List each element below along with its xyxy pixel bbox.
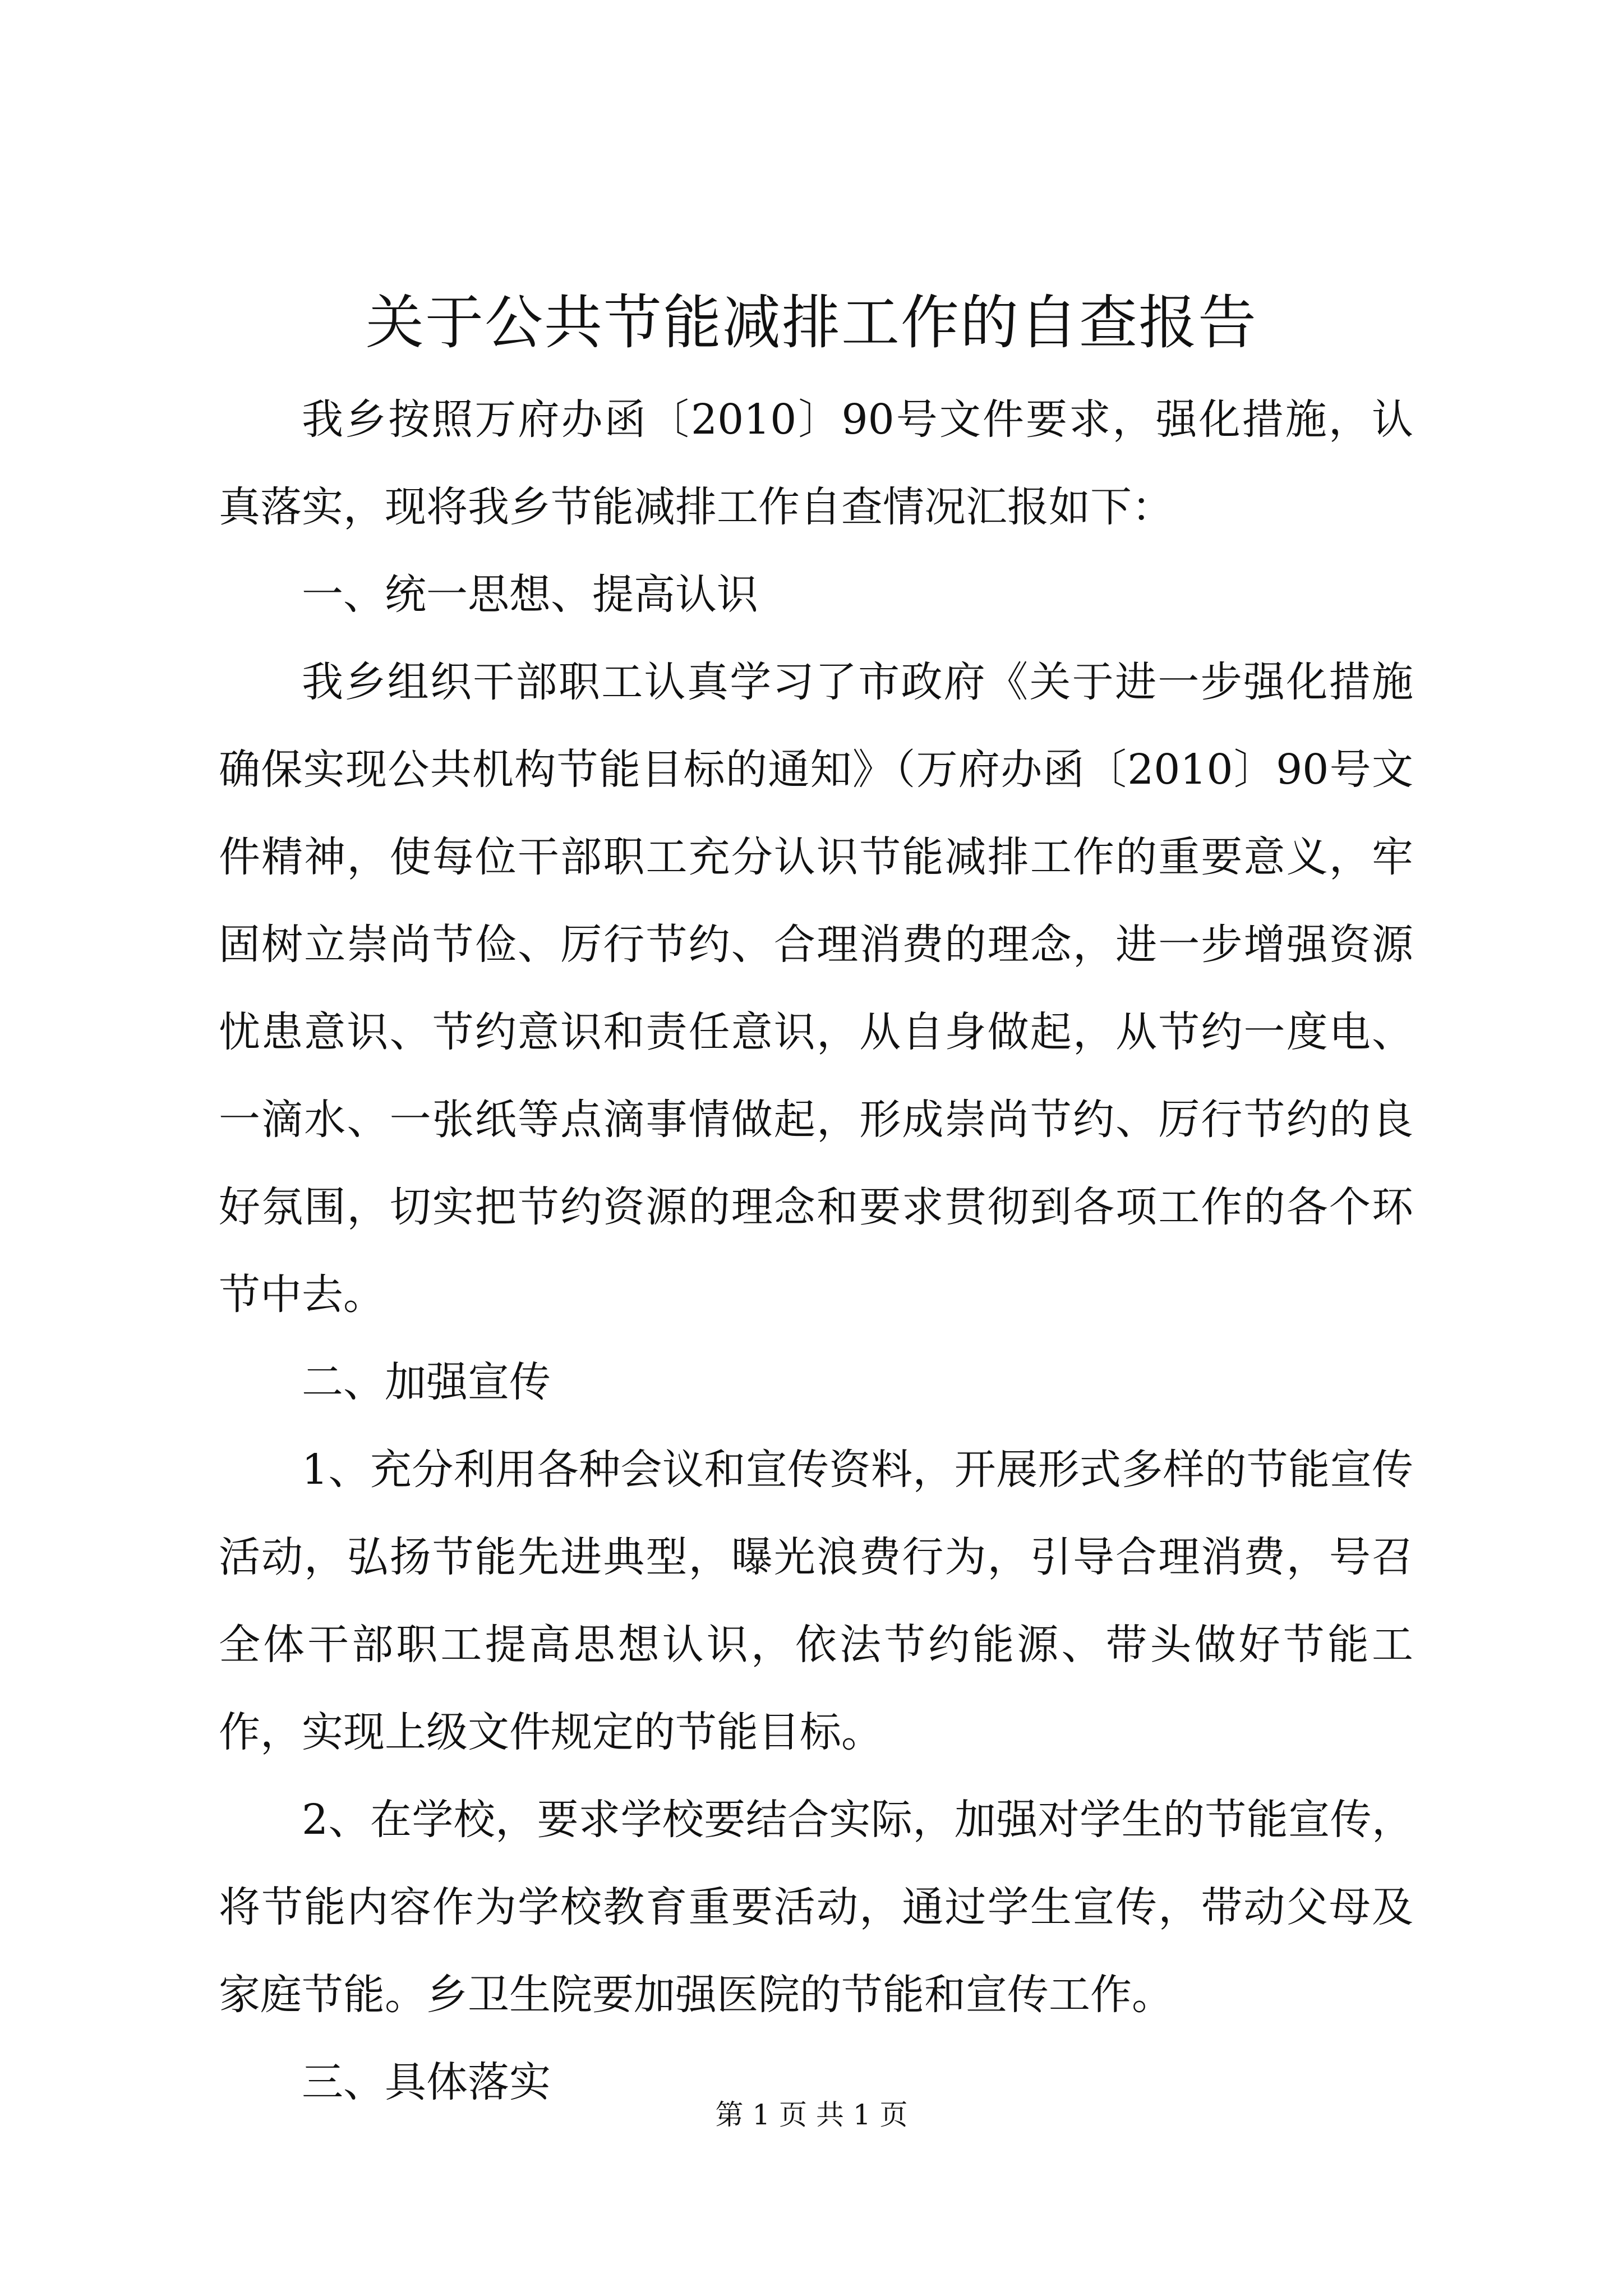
heading-section-2: 二、加强宣传 — [302, 1358, 551, 1406]
paragraph-section-1: 我乡组织干部职工认真学习了市政府《关于进一步强化措施确保实现公共机构节能目标的通知》（万府办函〔2010〕90号文件精神，使每位干部职工充分认识节能减排工作的重要意义，牢固树立崇尚节俭、厉行节约、合理消费的理念，进一步增强资源忧患意识、节约意识和责任意识，从自身做起，从节约一度电、一滴水、一张纸等点滴事情做起，形成崇尚节约、厉行节约的良好氛围，切实把节约资源的理念和要求贯彻到各项工作的各个环节中去。 — [219, 658, 1413, 1319]
page-number-footer: 第 1 页 共 1 页 — [715, 2099, 908, 2131]
paragraph-section-2-item-2: 2、在学校，要求学校要结合实际，加强对学生的节能宣传，将节能内容作为学校教育重要活动，通过学生宣传，带动父母及家庭节能。乡卫生院要加强医院的节能和宣传工作。 — [219, 1796, 1413, 2019]
heading-section-3: 三、具体落实 — [302, 2058, 551, 2106]
document-title: 关于公共节能减排工作的自查报告 — [365, 288, 1257, 357]
document-body — [219, 376, 1413, 2126]
paragraph-section-2-item-1: 1、充分利用各种会议和宣传资料，开展形式多样的节能宣传活动，弘扬节能先进典型，曝光浪费行为，引导合理消费，号召全体干部职工提高思想认识，依法节约能源、带头做好节能工作，实现上级文件规定的节能目标。 — [219, 1446, 1413, 1756]
paragraph-intro: 我乡按照万府办函〔2010〕90号文件要求，强化措施，认真落实，现将我乡节能减排工作自查情况汇报如下： — [219, 395, 1413, 531]
heading-section-1: 一、统一思想、提高认识 — [302, 570, 758, 619]
